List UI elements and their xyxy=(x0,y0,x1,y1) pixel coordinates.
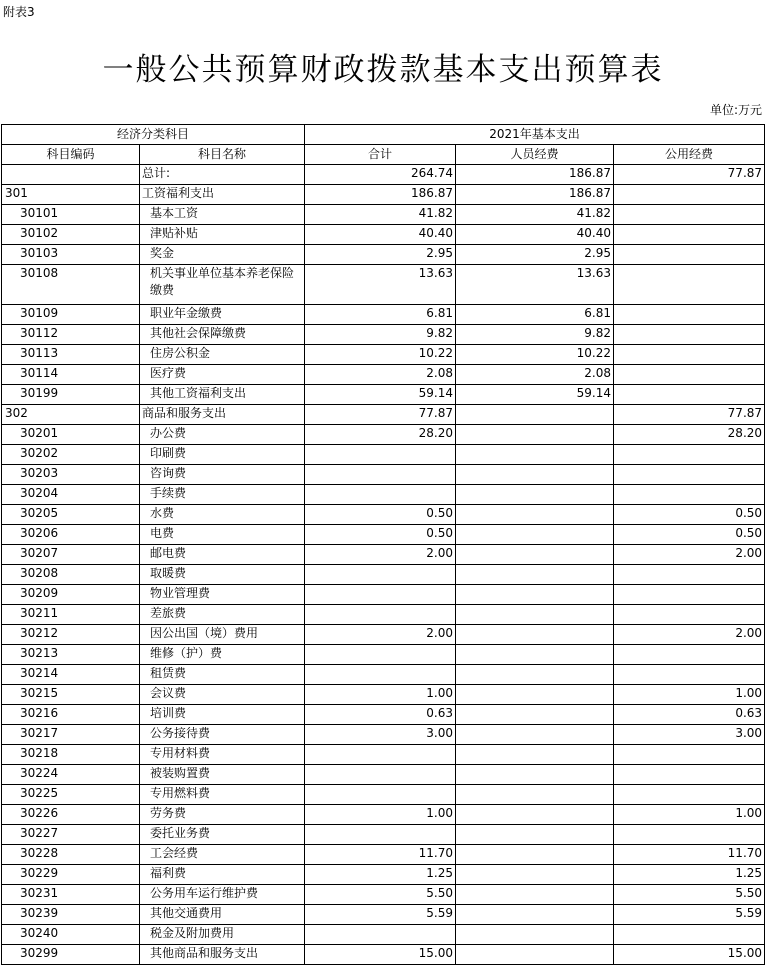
cell-name: 专用材料费 xyxy=(140,745,305,765)
cell-public xyxy=(614,605,765,625)
cell-total xyxy=(305,765,456,785)
cell-personnel xyxy=(456,945,614,965)
cell-name: 手续费 xyxy=(140,485,305,505)
cell-code: 30112 xyxy=(2,325,140,345)
cell-public: 2.00 xyxy=(614,625,765,645)
cell-personnel xyxy=(456,605,614,625)
cell-personnel xyxy=(456,725,614,745)
cell-public xyxy=(614,305,765,325)
cell-code: 30199 xyxy=(2,385,140,405)
cell-name: 因公出国（境）费用 xyxy=(140,625,305,645)
cell-name: 津贴补贴 xyxy=(140,225,305,245)
cell-name: 物业管理费 xyxy=(140,585,305,605)
table-row xyxy=(2,765,765,785)
cell-personnel xyxy=(456,465,614,485)
header-basic-expenditure-2021: 2021年基本支出 xyxy=(305,125,765,145)
cell-code: 30299 xyxy=(2,945,140,965)
cell-name: 培训费 xyxy=(140,705,305,725)
header-total: 合计 xyxy=(305,145,456,165)
cell-code: 30113 xyxy=(2,345,140,365)
table-row xyxy=(2,685,765,705)
cell-name: 商品和服务支出 xyxy=(140,405,305,425)
cell-public: 5.50 xyxy=(614,885,765,905)
cell-total: 9.82 xyxy=(305,325,456,345)
cell-name: 维修（护）费 xyxy=(140,645,305,665)
table-row xyxy=(2,465,765,485)
cell-name: 租赁费 xyxy=(140,665,305,685)
cell-total xyxy=(305,565,456,585)
cell-personnel xyxy=(456,445,614,465)
cell-name: 委托业务费 xyxy=(140,825,305,845)
cell-name: 其他交通费用 xyxy=(140,905,305,925)
header-code: 科目编码 xyxy=(2,145,140,165)
cell-public: 1.00 xyxy=(614,805,765,825)
cell-personnel xyxy=(456,625,614,645)
cell-code: 30208 xyxy=(2,565,140,585)
cell-total xyxy=(305,585,456,605)
cell-name: 被装购置费 xyxy=(140,765,305,785)
table-row xyxy=(2,645,765,665)
cell-code: 30227 xyxy=(2,825,140,845)
table-row xyxy=(2,205,765,225)
cell-public xyxy=(614,205,765,225)
table-row xyxy=(2,325,765,345)
cell-personnel xyxy=(456,505,614,525)
table-row xyxy=(2,865,765,885)
table-row xyxy=(2,385,765,405)
cell-personnel: 41.82 xyxy=(456,205,614,225)
cell-public: 28.20 xyxy=(614,425,765,445)
cell-total: 59.14 xyxy=(305,385,456,405)
cell-code: 30228 xyxy=(2,845,140,865)
cell-public xyxy=(614,325,765,345)
cell-total xyxy=(305,825,456,845)
cell-total: 264.74 xyxy=(305,165,456,185)
cell-code: 30103 xyxy=(2,245,140,265)
cell-public: 77.87 xyxy=(614,165,765,185)
cell-code: 30224 xyxy=(2,765,140,785)
cell-code: 30240 xyxy=(2,925,140,945)
cell-code: 30229 xyxy=(2,865,140,885)
table-row xyxy=(2,185,765,205)
cell-public xyxy=(614,825,765,845)
cell-name: 劳务费 xyxy=(140,805,305,825)
cell-code: 30205 xyxy=(2,505,140,525)
cell-name: 福利费 xyxy=(140,865,305,885)
table-row xyxy=(2,545,765,565)
cell-total: 77.87 xyxy=(305,405,456,425)
cell-public xyxy=(614,925,765,945)
cell-total xyxy=(305,605,456,625)
cell-name: 住房公积金 xyxy=(140,345,305,365)
table-row xyxy=(2,605,765,625)
table-row xyxy=(2,705,765,725)
cell-public xyxy=(614,245,765,265)
cell-code: 30217 xyxy=(2,725,140,745)
cell-name: 电费 xyxy=(140,525,305,545)
cell-total: 2.00 xyxy=(305,625,456,645)
cell-total xyxy=(305,925,456,945)
table-row xyxy=(2,805,765,825)
cell-code: 30109 xyxy=(2,305,140,325)
table-row xyxy=(2,425,765,445)
cell-total: 28.20 xyxy=(305,425,456,445)
cell-total: 1.00 xyxy=(305,805,456,825)
cell-personnel xyxy=(456,685,614,705)
cell-code: 30211 xyxy=(2,605,140,625)
cell-personnel: 6.81 xyxy=(456,305,614,325)
cell-code: 30102 xyxy=(2,225,140,245)
table-row xyxy=(2,525,765,545)
cell-name: 差旅费 xyxy=(140,605,305,625)
header-personnel: 人员经费 xyxy=(456,145,614,165)
cell-total: 186.87 xyxy=(305,185,456,205)
table-row xyxy=(2,665,765,685)
header-economic-classification: 经济分类科目 xyxy=(2,125,305,145)
table-row xyxy=(2,745,765,765)
table-row xyxy=(2,305,765,325)
cell-name: 水费 xyxy=(140,505,305,525)
cell-public xyxy=(614,265,765,305)
cell-code: 30225 xyxy=(2,785,140,805)
cell-public xyxy=(614,385,765,405)
table-row xyxy=(2,585,765,605)
cell-code: 30204 xyxy=(2,485,140,505)
table-row xyxy=(2,365,765,385)
header-group-row xyxy=(2,125,765,145)
table-row xyxy=(2,925,765,945)
cell-total: 0.50 xyxy=(305,505,456,525)
cell-name: 基本工资 xyxy=(140,205,305,225)
table-row xyxy=(2,345,765,365)
cell-code: 30216 xyxy=(2,705,140,725)
cell-name: 办公费 xyxy=(140,425,305,445)
cell-total: 0.63 xyxy=(305,705,456,725)
cell-personnel: 186.87 xyxy=(456,165,614,185)
cell-personnel: 59.14 xyxy=(456,385,614,405)
cell-total xyxy=(305,645,456,665)
cell-public: 0.50 xyxy=(614,525,765,545)
cell-name: 邮电费 xyxy=(140,545,305,565)
cell-personnel xyxy=(456,925,614,945)
cell-code: 30108 xyxy=(2,265,140,305)
table-row xyxy=(2,565,765,585)
cell-total: 2.08 xyxy=(305,365,456,385)
budget-table xyxy=(1,124,765,965)
cell-personnel xyxy=(456,745,614,765)
cell-personnel xyxy=(456,545,614,565)
cell-public: 0.50 xyxy=(614,505,765,525)
cell-public: 5.59 xyxy=(614,905,765,925)
cell-code: 30226 xyxy=(2,805,140,825)
cell-personnel xyxy=(456,885,614,905)
cell-public: 1.00 xyxy=(614,685,765,705)
cell-public xyxy=(614,225,765,245)
cell-public: 3.00 xyxy=(614,725,765,745)
cell-personnel xyxy=(456,705,614,725)
table-row xyxy=(2,845,765,865)
cell-total: 40.40 xyxy=(305,225,456,245)
page-title: 一般公共预算财政拨款基本支出预算表 xyxy=(102,52,664,88)
cell-total: 1.00 xyxy=(305,685,456,705)
cell-code xyxy=(2,165,140,185)
cell-total: 10.22 xyxy=(305,345,456,365)
cell-public xyxy=(614,645,765,665)
cell-name: 工会经费 xyxy=(140,845,305,865)
cell-personnel: 13.63 xyxy=(456,265,614,305)
table-row xyxy=(2,505,765,525)
cell-personnel xyxy=(456,425,614,445)
cell-public: 11.70 xyxy=(614,845,765,865)
cell-public xyxy=(614,345,765,365)
cell-code: 301 xyxy=(2,185,140,205)
cell-code: 30203 xyxy=(2,465,140,485)
table-row xyxy=(2,825,765,845)
cell-name: 职业年金缴费 xyxy=(140,305,305,325)
cell-personnel: 186.87 xyxy=(456,185,614,205)
cell-personnel xyxy=(456,865,614,885)
header-name: 科目名称 xyxy=(140,145,305,165)
cell-total xyxy=(305,485,456,505)
cell-public xyxy=(614,185,765,205)
cell-public: 1.25 xyxy=(614,865,765,885)
table-row xyxy=(2,885,765,905)
cell-name: 奖金 xyxy=(140,245,305,265)
table-row xyxy=(2,445,765,465)
cell-name: 公务用车运行维护费 xyxy=(140,885,305,905)
cell-total xyxy=(305,745,456,765)
cell-name: 咨询费 xyxy=(140,465,305,485)
table-row xyxy=(2,265,765,305)
header-column-row xyxy=(2,145,765,165)
cell-personnel xyxy=(456,585,614,605)
cell-total: 11.70 xyxy=(305,845,456,865)
cell-total: 5.59 xyxy=(305,905,456,925)
cell-name: 税金及附加费用 xyxy=(140,925,305,945)
cell-public xyxy=(614,665,765,685)
cell-personnel xyxy=(456,825,614,845)
cell-name: 专用燃料费 xyxy=(140,785,305,805)
cell-personnel xyxy=(456,765,614,785)
cell-code: 30215 xyxy=(2,685,140,705)
cell-total xyxy=(305,665,456,685)
cell-name: 印刷费 xyxy=(140,445,305,465)
cell-personnel xyxy=(456,645,614,665)
cell-code: 30202 xyxy=(2,445,140,465)
cell-name: 其他商品和服务支出 xyxy=(140,945,305,965)
table-row xyxy=(2,485,765,505)
table-row xyxy=(2,245,765,265)
cell-personnel xyxy=(456,665,614,685)
cell-public xyxy=(614,785,765,805)
cell-personnel xyxy=(456,485,614,505)
cell-total: 1.25 xyxy=(305,865,456,885)
cell-personnel xyxy=(456,565,614,585)
cell-personnel xyxy=(456,905,614,925)
cell-public: 77.87 xyxy=(614,405,765,425)
cell-personnel: 2.08 xyxy=(456,365,614,385)
cell-code: 30213 xyxy=(2,645,140,665)
cell-name: 工资福利支出 xyxy=(140,185,305,205)
cell-public: 0.63 xyxy=(614,705,765,725)
cell-name: 公务接待费 xyxy=(140,725,305,745)
cell-personnel xyxy=(456,845,614,865)
cell-code: 30206 xyxy=(2,525,140,545)
cell-public xyxy=(614,585,765,605)
cell-total xyxy=(305,445,456,465)
cell-total: 15.00 xyxy=(305,945,456,965)
cell-code: 30214 xyxy=(2,665,140,685)
cell-personnel xyxy=(456,405,614,425)
cell-total: 2.95 xyxy=(305,245,456,265)
cell-public: 2.00 xyxy=(614,545,765,565)
table-row xyxy=(2,785,765,805)
cell-total: 6.81 xyxy=(305,305,456,325)
cell-total xyxy=(305,465,456,485)
cell-code: 30207 xyxy=(2,545,140,565)
cell-personnel xyxy=(456,805,614,825)
table-body xyxy=(2,165,765,965)
cell-name: 机关事业单位基本养老保险缴费 xyxy=(140,265,305,305)
cell-code: 30201 xyxy=(2,425,140,445)
cell-name: 医疗费 xyxy=(140,365,305,385)
header-public: 公用经费 xyxy=(614,145,765,165)
appendix-label: 附表3 xyxy=(3,5,35,19)
cell-personnel xyxy=(456,785,614,805)
cell-public xyxy=(614,365,765,385)
cell-code: 30239 xyxy=(2,905,140,925)
cell-name: 其他社会保障缴费 xyxy=(140,325,305,345)
cell-public xyxy=(614,745,765,765)
cell-code: 30212 xyxy=(2,625,140,645)
cell-public xyxy=(614,765,765,785)
cell-code: 302 xyxy=(2,405,140,425)
table-row xyxy=(2,725,765,745)
cell-code: 30114 xyxy=(2,365,140,385)
cell-total: 13.63 xyxy=(305,265,456,305)
cell-name: 取暖费 xyxy=(140,565,305,585)
cell-code: 30209 xyxy=(2,585,140,605)
table-row xyxy=(2,405,765,425)
cell-personnel: 9.82 xyxy=(456,325,614,345)
cell-total: 2.00 xyxy=(305,545,456,565)
cell-personnel: 40.40 xyxy=(456,225,614,245)
cell-code: 30101 xyxy=(2,205,140,225)
cell-code: 30218 xyxy=(2,745,140,765)
cell-total: 41.82 xyxy=(305,205,456,225)
cell-total: 5.50 xyxy=(305,885,456,905)
cell-public xyxy=(614,565,765,585)
cell-total: 0.50 xyxy=(305,525,456,545)
table-row xyxy=(2,905,765,925)
cell-public: 15.00 xyxy=(614,945,765,965)
cell-total: 3.00 xyxy=(305,725,456,745)
cell-name: 其他工资福利支出 xyxy=(140,385,305,405)
table-row xyxy=(2,165,765,185)
cell-public xyxy=(614,465,765,485)
cell-public xyxy=(614,485,765,505)
table-row xyxy=(2,625,765,645)
cell-total xyxy=(305,785,456,805)
cell-personnel xyxy=(456,525,614,545)
table-row xyxy=(2,225,765,245)
table-row xyxy=(2,945,765,965)
cell-name: 会议费 xyxy=(140,685,305,705)
cell-public xyxy=(614,445,765,465)
cell-personnel: 2.95 xyxy=(456,245,614,265)
cell-name: 总计: xyxy=(140,165,305,185)
cell-personnel: 10.22 xyxy=(456,345,614,365)
unit-label: 单位:万元 xyxy=(709,103,762,117)
cell-code: 30231 xyxy=(2,885,140,905)
